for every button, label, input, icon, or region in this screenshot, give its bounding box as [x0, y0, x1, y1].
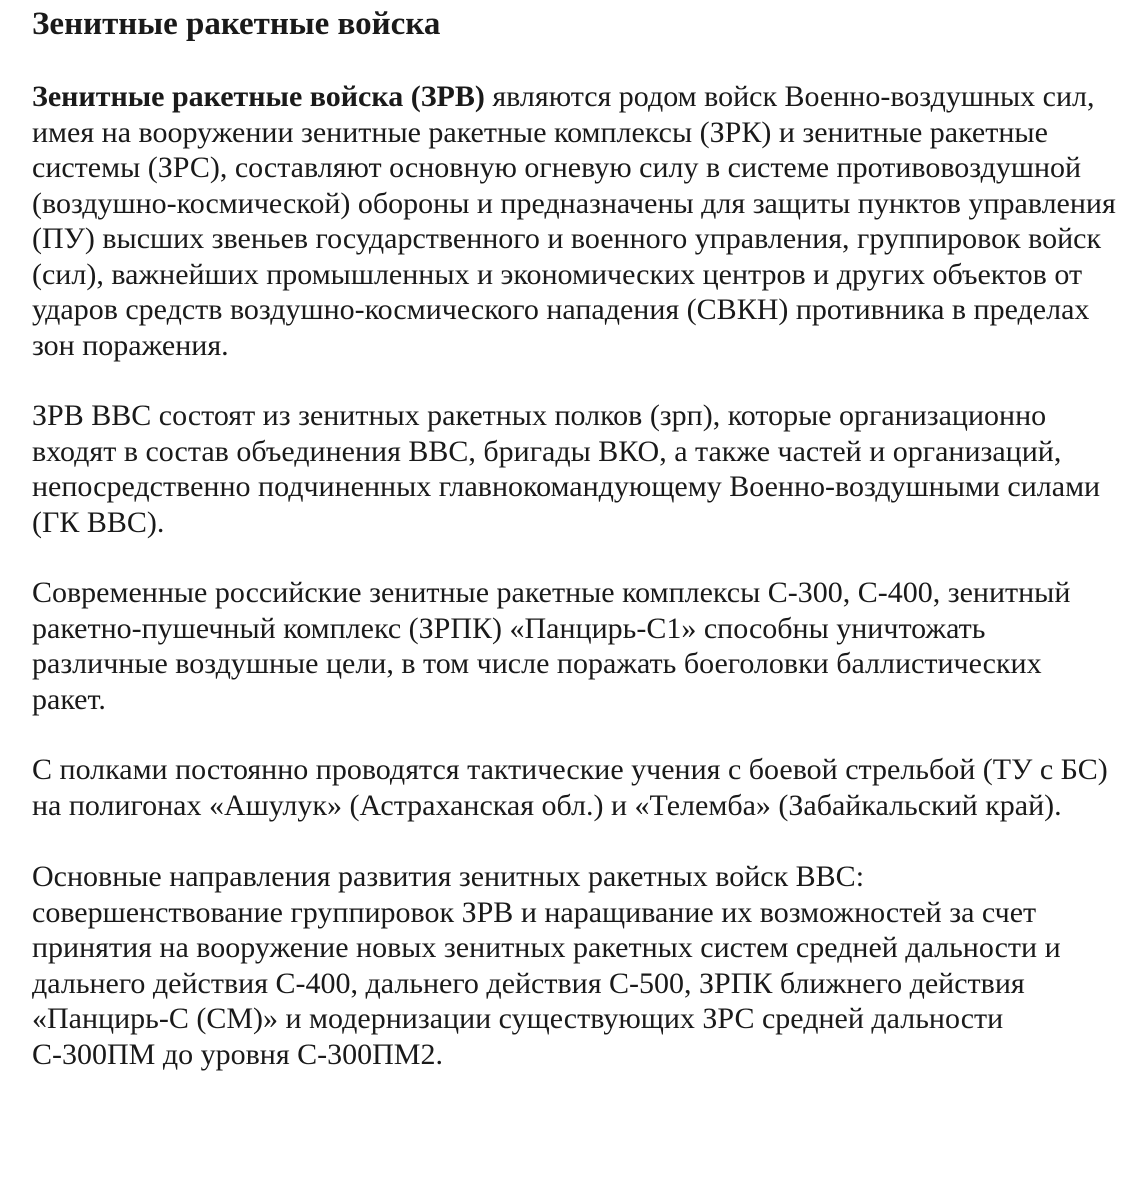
paragraph-definition-text: являются родом войск Военно-воздушных сил, имея на вооружении зенитные ракетные комплексы (ЗРК) и зенитные ракетные системы (ЗРС), составляют основную огневую силу в системе противовоздушной (воздушно-космической) обороны и предназначены для защиты пунктов управления (ПУ) высших звеньев государственного и военного управления, группировок войск (сил), важнейших промышленных и экономических центров и других объектов от ударов средств воздушно-космического нападения (СВКН) противника в пределах зон поражения.	[32, 80, 1116, 362]
paragraph-lead-term: Зенитные ракетные войска (ЗРВ)	[32, 80, 485, 113]
paragraph-definition	[32, 79, 1122, 363]
paragraph-development: Основные направления развития зенитных ракетных войск ВВС: совершенствование группировок ЗРВ и наращивание их возможностей за счет принятия на вооружение новых зенитных ракетных систем средней дальности и дальнего действия С-400, дальнего действия С-500, ЗРПК ближнего действия «Панцирь-С (СМ)» и модернизации существующих ЗРС средней дальности С-300ПМ до уровня С-300ПМ2.	[32, 860, 1061, 1071]
paragraph-modern-systems: Современные российские зенитные ракетные комплексы С-300, С-400, зенитный ракетно-пушечный комплекс (ЗРПК) «Панцирь-С1» способны уничтожать различные воздушные цели, в том числе поражать боеголовки баллистических ракет.	[32, 576, 1071, 716]
paragraph-composition: ЗРВ ВВС состоят из зенитных ракетных полков (зрп), которые организационно входят в состав объединения ВВС, бригады ВКО, а также частей и организаций, непосредственно подчиненных главнокомандующему Военно-воздушными силами (ГК ВВС).	[32, 399, 1101, 539]
document-page	[32, 0, 1122, 1072]
paragraph-exercises: С полками постоянно проводятся тактические учения с боевой стрельбой (ТУ с БС) на полигонах «Ашулук» (Астраханская обл.) и «Телемба» (Забайкальский край).	[32, 753, 1108, 822]
document-title: Зенитные ракетные войска	[32, 6, 441, 42]
